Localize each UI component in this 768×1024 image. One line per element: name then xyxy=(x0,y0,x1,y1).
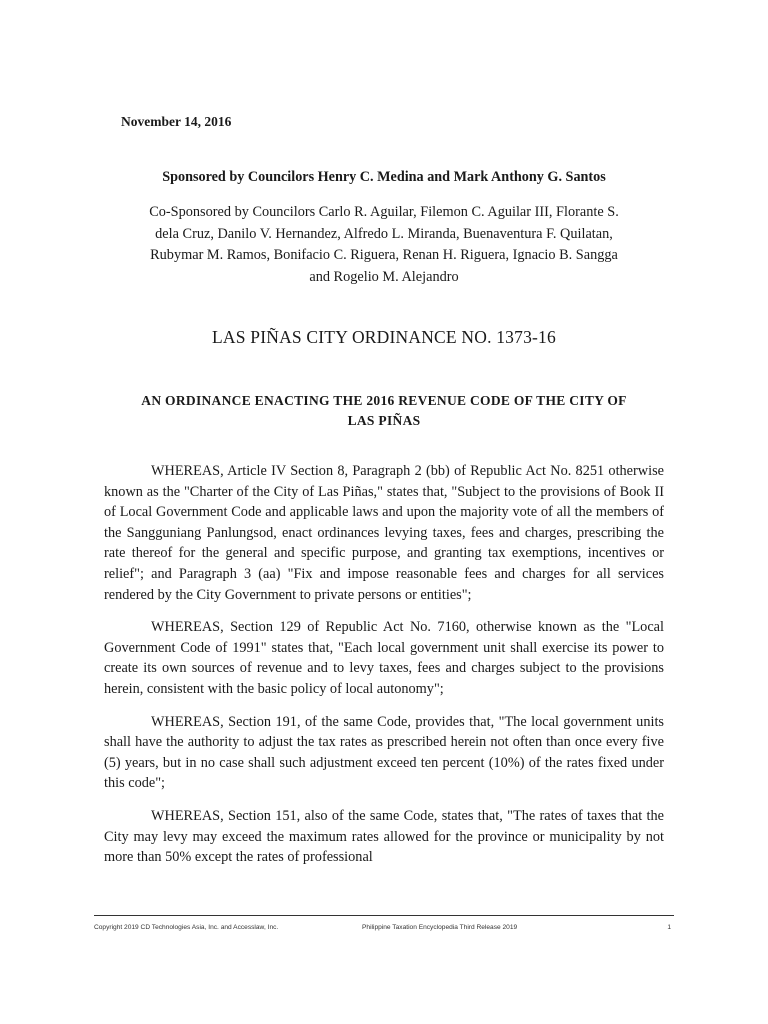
footer-page-number: 1 xyxy=(667,924,671,931)
whereas-paragraph: WHEREAS, Section 151, also of the same Code, states that, "The rates of taxes that the City may levy may exceed the maximum rates allowed for the province or municipality by not more than 50% except the rates of professional xyxy=(104,807,664,866)
page-footer xyxy=(94,924,674,936)
ordinance-title-line: AN ORDINANCE ENACTING THE 2016 REVENUE CODE OF THE CITY OF xyxy=(141,393,627,408)
ordinance-number-heading: LAS PIÑAS CITY ORDINANCE NO. 1373-16 xyxy=(212,327,556,347)
cosponsor-block xyxy=(104,202,664,288)
ordinance-title-heading xyxy=(104,391,664,431)
whereas-paragraph: WHEREAS, Article IV Section 8, Paragraph 2 (bb) of Republic Act No. 8251 otherwise known as the "Charter of the City of Las Piñas," states that, "Subject to the provisions of Book II of Local Government Code and applicable laws and upon the majority vote of all the members of the Sangguniang Panlungsod, enact ordinances levying taxes, fees and charges, prescribing the rate thereof for the general and specific purpose, and granting tax exemptions, incentives or relief"; and Paragraph 3 (aa) "Fix and impose reasonable fees and charges for all services rendered by the City Government to private persons or entities"; xyxy=(104,463,664,603)
cosponsor-line: and Rogelio M. Alejandro xyxy=(309,268,459,285)
document-date: November 14, 2016 xyxy=(121,114,232,129)
footer-divider xyxy=(94,915,674,916)
ordinance-title-line: LAS PIÑAS xyxy=(347,413,421,428)
footer-publication: Philippine Taxation Encyclopedia Third Release 2019 xyxy=(362,924,518,931)
cosponsor-line: dela Cruz, Danilo V. Hernandez, Alfredo L. Miranda, Buenaventura F. Quilatan, xyxy=(155,225,613,242)
whereas-paragraph: WHEREAS, Section 129 of Republic Act No. 7160, otherwise known as the "Local Government Code of 1991" states that, "Each local government unit shall exercise its power to create its own sources of revenue and to levy taxes, fees and charges subject to the provisions herein, consistent with the basic policy of local autonomy"; xyxy=(104,619,664,697)
document-body xyxy=(104,461,664,880)
footer-copyright: Copyright 2019 CD Technologies Asia, Inc. and Accesslaw, Inc. xyxy=(94,924,279,931)
whereas-paragraph: WHEREAS, Section 191, of the same Code, provides that, "The local government units shall have the authority to adjust the tax rates as prescribed herein not often than once every five (5) years, but in no case shall such adjustment exceed ten percent (10%) of the rates fixed under this code"; xyxy=(104,713,664,792)
cosponsor-line: Co-Sponsored by Councilors Carlo R. Aguilar, Filemon C. Aguilar III, Florante S. xyxy=(149,204,619,220)
cosponsor-line: Rubymar M. Ramos, Bonifacio C. Riguera, Renan H. Riguera, Ignacio B. Sangga xyxy=(150,247,618,263)
sponsor-line: Sponsored by Councilors Henry C. Medina and Mark Anthony G. Santos xyxy=(162,169,606,185)
